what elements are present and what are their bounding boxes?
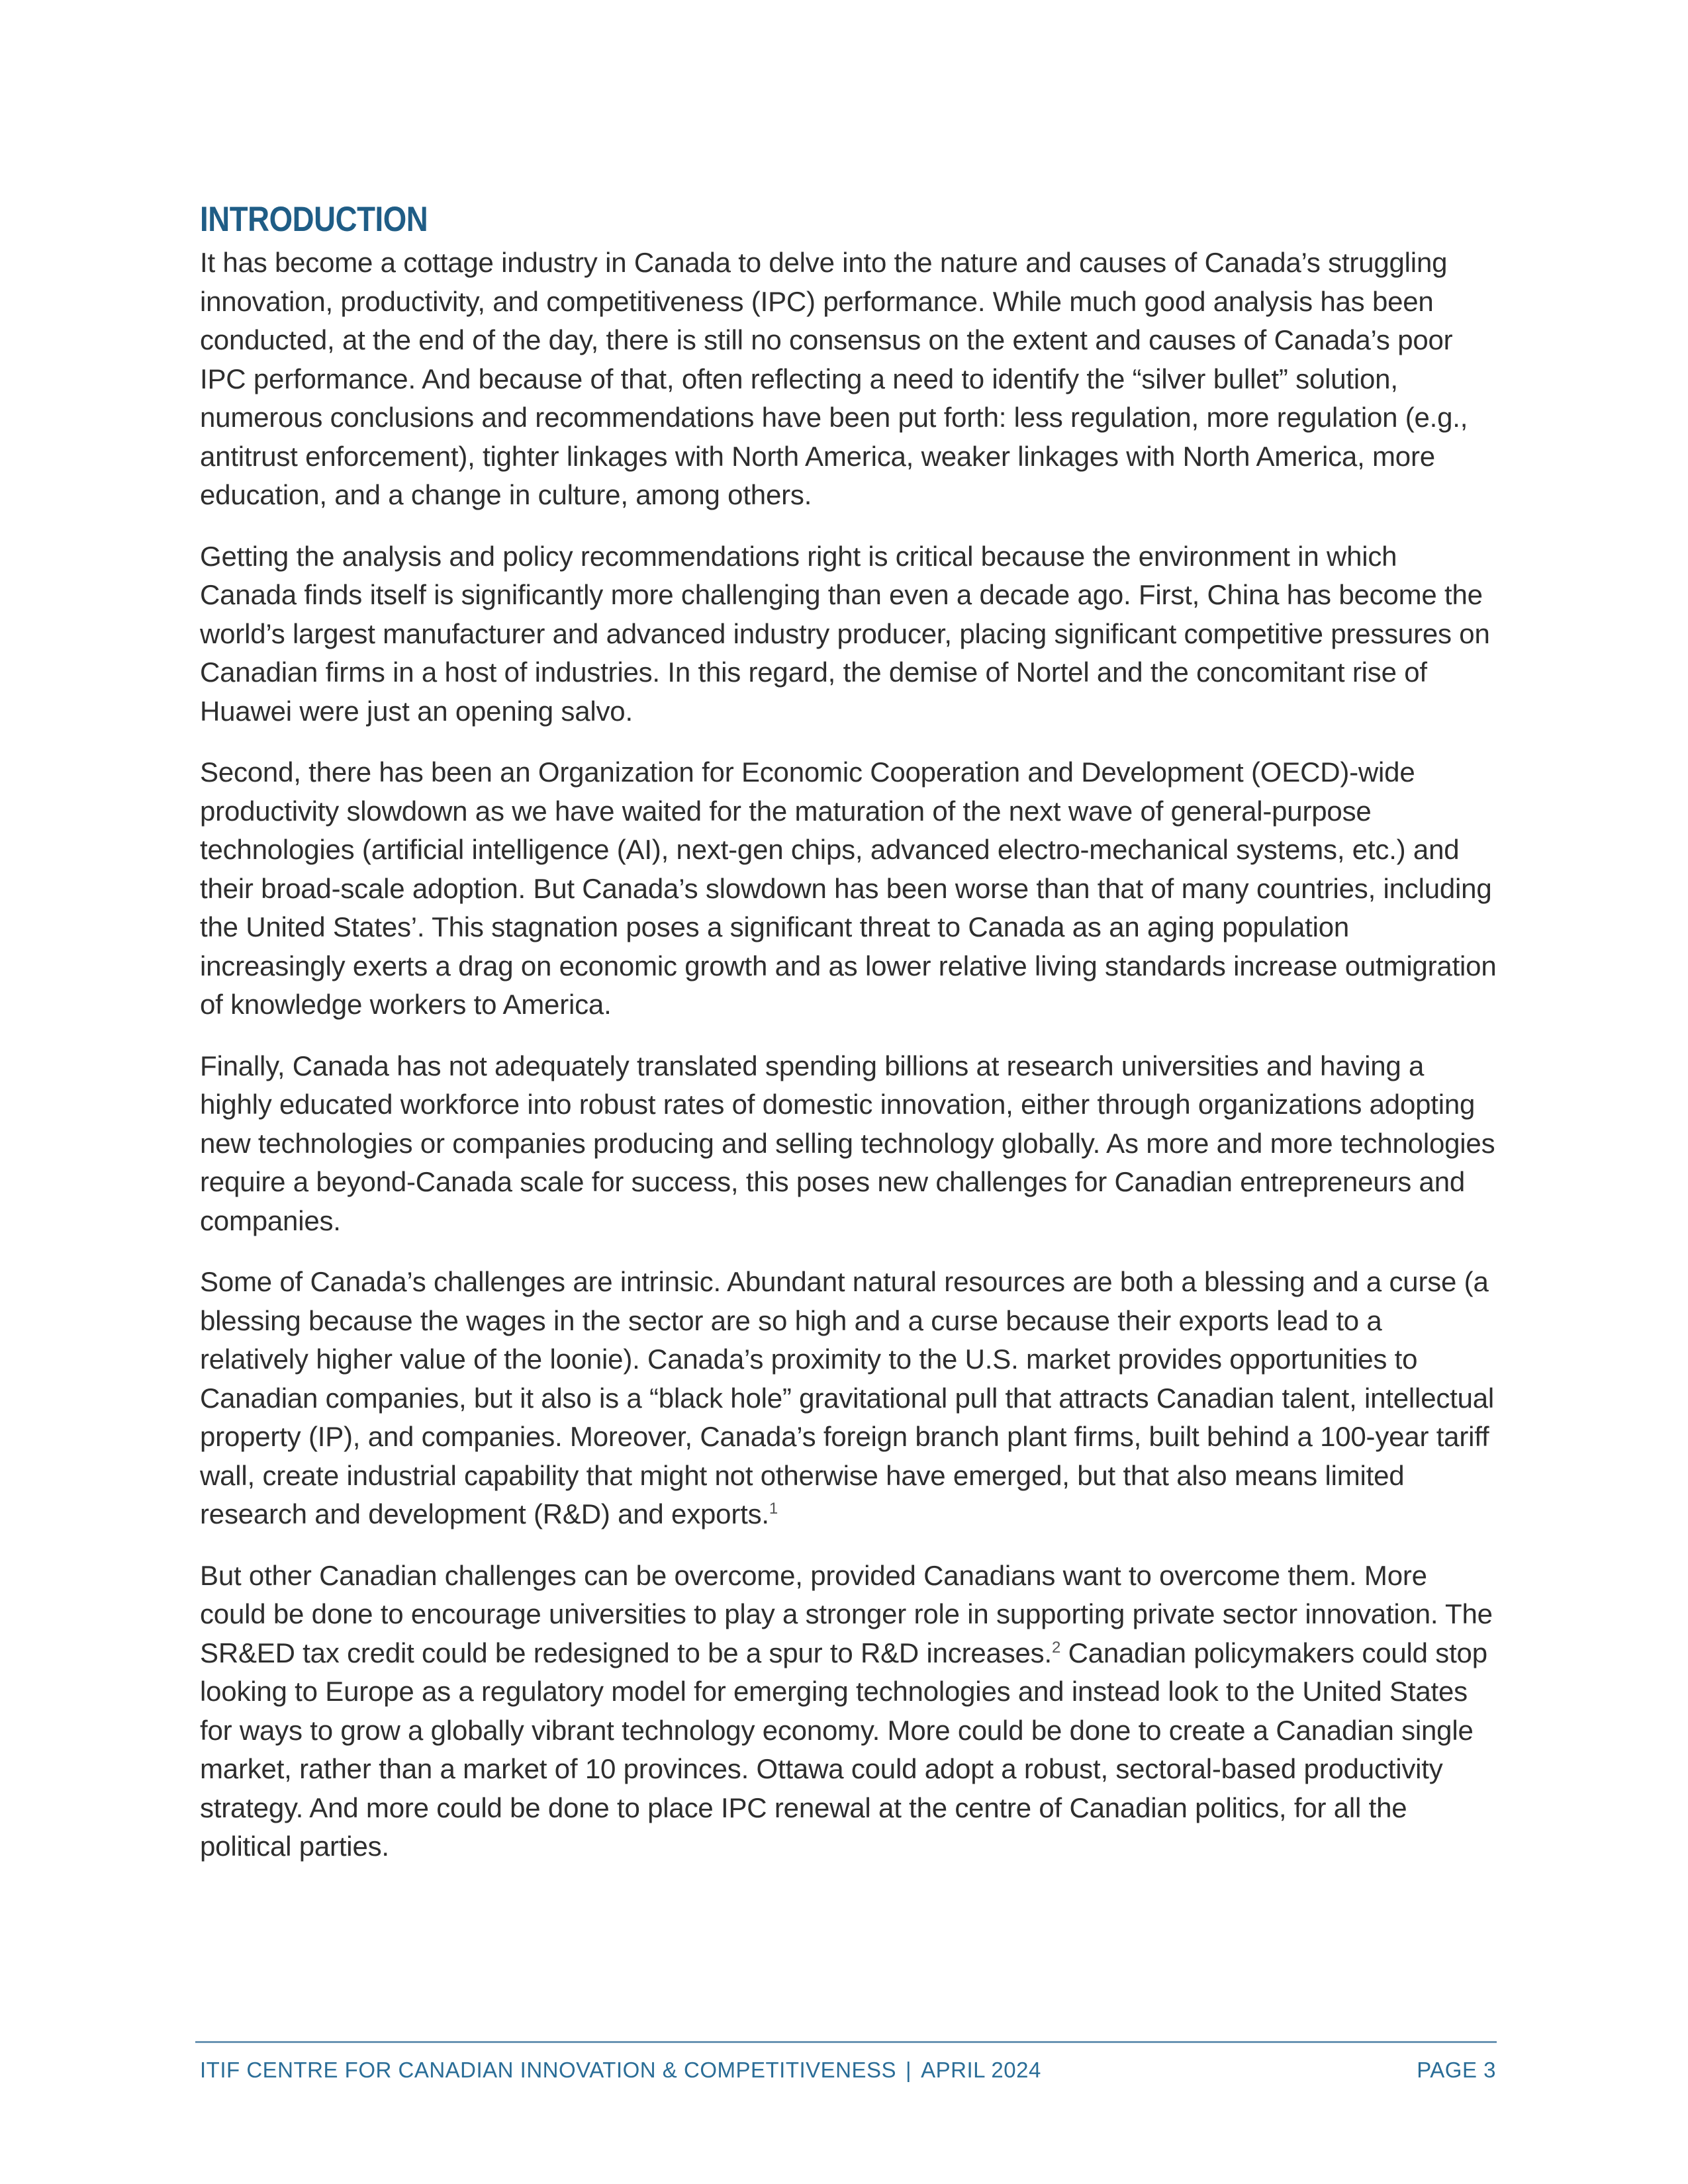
paragraph-text: Finally, Canada has not adequately translated spending billions at research universities and having a highly educated workforce into robust rates of domestic innovation, either through organizations adopting new technologies or companies producing and selling technology globally. As more and more technologies require a beyond-Canada scale for success, this poses new challenges for Canadian entrepreneurs and companies.	[200, 1050, 1495, 1236]
paragraph-2	[200, 537, 1497, 731]
footer-publisher: ITIF CENTRE FOR CANADIAN INNOVATION & COMPETITIVENESS	[200, 2058, 897, 2082]
paragraph-1	[200, 244, 1497, 515]
paragraph-text: Second, there has been an Organization for Economic Cooperation and Development (OECD)-wide productivity slowdown as we have waited for the maturation of the next wave of general-purpose technologies (artificial intelligence (AI), next-gen chips, advanced electro-mechanical systems, etc.) and their broad-scale adoption. But Canada’s slowdown has been worse than that of many countries, including the United States’. This stagnation poses a significant threat to Canada as an aging population increasingly exerts a drag on economic growth and as lower relative living standards increase outmigration of knowledge workers to America.	[200, 756, 1497, 1020]
document-body	[200, 199, 1497, 1889]
footnote-marker[interactable]: 1	[769, 1500, 778, 1518]
footer-date: APRIL 2024	[921, 2058, 1041, 2082]
paragraph-6	[200, 1557, 1497, 1866]
paragraph-text: Getting the analysis and policy recommendations right is critical because the environment in which Canada finds itself is significantly more challenging than even a decade ago. First, China has become the world’s largest manufacturer and advanced industry producer, placing significant competitive pressures on Canadian firms in a host of industries. In this regard, the demise of Nortel and the concomitant rise of Huawei were just an opening salvo.	[200, 540, 1490, 727]
footer-divider	[195, 2041, 1497, 2043]
paragraph-5	[200, 1263, 1497, 1534]
footer-separator: |	[906, 2058, 912, 2082]
paragraph-text: It has become a cottage industry in Canada to delve into the nature and causes of Canada’s struggling innovation, productivity, and competitiveness (IPC) performance. While much good analysis has been conducted, at the end of the day, there is still no consensus on the extent and causes of Canada’s poor IPC performance. And because of that, often reflecting a need to identify the “silver bullet” solution, numerous conclusions and recommendations have been put forth: less regulation, more regulation (e.g., antitrust enforcement), tighter linkages with North America, weaker linkages with North America, more education, and a change in culture, among others.	[200, 247, 1468, 510]
section-heading: INTRODUCTION	[200, 200, 428, 239]
footnote-marker[interactable]: 2	[1051, 1638, 1061, 1657]
paragraph-text: Some of Canada’s challenges are intrinsic. Abundant natural resources are both a blessing and a curse (a blessing because the wages in the sector are so high and a curse because their exports lead to a relatively higher value of the loonie). Canada’s proximity to the U.S. market provides opportunities to Canadian companies, but it also is a “black hole” gravitational pull that attracts Canadian talent, intellectual property (IP), and companies. Moreover, Canada’s foreign branch plant firms, built behind a 100-year tariff wall, create industrial capability that might not otherwise have emerged, but that also means limited research and development (R&D) and exports.	[200, 1266, 1495, 1529]
paragraph-3	[200, 753, 1497, 1024]
footer-publication-info	[200, 2057, 1041, 2083]
paragraph-text: But other Canadian challenges can be overcome, provided Canadians want to overcome them. More could be done to encourage universities to play a stronger role in supporting private sector innovation. The SR&ED tax credit could be redesigned to be a spur to R&D increases.	[200, 1559, 1493, 1668]
paragraph-4	[200, 1047, 1497, 1241]
paragraph-text-continued: Canadian policymakers could stop looking to Europe as a regulatory model for emerging technologies and instead look to the United States for ways to grow a globally vibrant technology economy. More could be done to create a Canadian single market, rather than a market of 10 provinces. Ottawa could adopt a robust, sectoral-based productivity strategy. And more could be done to place IPC renewal at the centre of Canadian politics, for all the political parties.	[200, 1637, 1487, 1862]
page-number: PAGE 3	[1417, 2058, 1496, 2082]
